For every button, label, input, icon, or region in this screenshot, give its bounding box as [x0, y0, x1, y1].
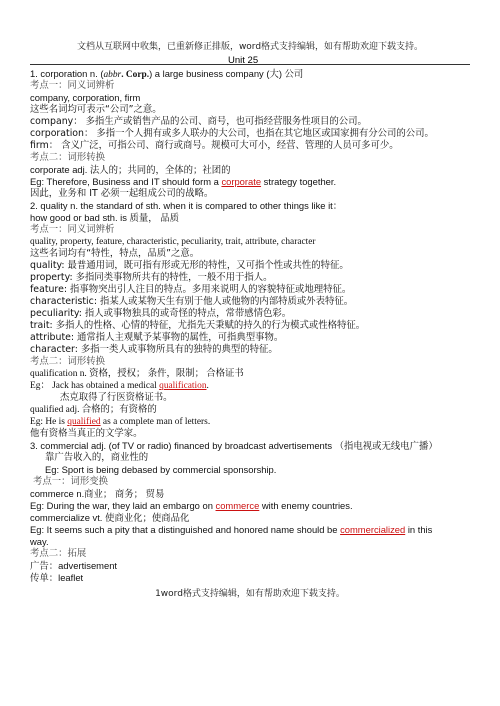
definition-line: characteristic: 指某人或某物天生有别于他人或他物的内部特质或外表特征。: [30, 296, 354, 307]
definition-line: firm： 含义广泛，可指公司、商行或商号。规模可大可小，经营、管理的人员可多可少。: [30, 140, 399, 151]
synonym-list: company, corporation, firm: [30, 92, 141, 103]
unit-title: Unit 25: [228, 55, 259, 66]
definition-line: feature: 指事物突出引人注目的特点。多用来说明人的容貌特征或地理特征。: [30, 284, 352, 295]
related-word: 传单：leaflet: [30, 572, 84, 583]
section-label: 考点一：词形变换: [33, 476, 109, 487]
translation-line: 他有资格当真正的文学家。: [30, 428, 143, 439]
definition-line: attribute: 通常指人主观赋予某事物的属性，可指典型事物。: [30, 332, 284, 343]
definition-line: 这些名词均有“特性，特点，品质”之意。: [30, 248, 200, 259]
word-form: qualified adj. 合格的；有资格的: [30, 405, 157, 415]
highlight-word: qualified: [67, 417, 101, 427]
example-sentence-cont: way.: [30, 536, 49, 547]
highlight-word: qualification: [159, 381, 207, 391]
definition-line: how good or bad sth. is 质量， 品质: [30, 212, 180, 223]
definition-line: peculiarity: 指人或事物独具的或奇怪的特点，常带感情色彩。: [30, 308, 292, 319]
entry-3-headword: 3. commercial adj. (of TV or radio) financed by broadcast advertisements （指电视或无线电广播）: [30, 440, 438, 451]
section-label: 考点一：同义词辨析: [30, 80, 115, 91]
entry-1-headword: 1. corporation n. (abbr. Corp.) a large business company (大) 公司: [30, 68, 304, 80]
section-label: 考点二：拓展: [30, 548, 87, 559]
definition-line: quality: 最普通用词，既可指有形或无形的特性，又可指个性或共性的特征。: [30, 260, 349, 271]
highlight-word: corporate: [221, 176, 262, 187]
example-sentence: Eg: Therefore, Business and IT should form a corporate strategy together.: [30, 176, 337, 187]
highlight-word: commercialized: [340, 524, 406, 535]
word-form: qualification n. 资格，授权； 条件，限制； 合格证书: [30, 369, 244, 379]
page-header: 文档从互联网中收集，已重新修正排版，word格式支持编辑，如有帮助欢迎下载支持。: [76, 42, 424, 52]
definition-line: trait: 多指人的性格、心情的特征，尤指先天秉赋的持久的行为模式或性格特征。: [30, 320, 366, 331]
example-sentence: Eg： Jack has obtained a medical qualification.: [30, 381, 209, 391]
definition-line: character: 多指一类人或事物所具有的独特的典型的特征。: [30, 344, 278, 355]
header-divider: [30, 64, 470, 65]
section-label: 考点一：同义词辨析: [30, 224, 115, 235]
entry-2-headword: 2. quality n. the standard of sth. when it is compared to other things like it：: [30, 200, 343, 211]
translation-line: 因此，业务和 IT 必须一起组成公司的战略。: [30, 188, 214, 199]
definition-line: 靠广告收入的，商业性的: [45, 452, 149, 463]
definition-line: property: 多指同类事物所共有的特性，一般不用于指人。: [30, 272, 273, 283]
word-form: commerce n.商业； 商务； 贸易: [30, 488, 165, 499]
highlight-word: commerce: [215, 500, 260, 511]
related-word: 广告：advertisement: [30, 560, 118, 571]
page-footer: 1word格式支持编辑，如有帮助欢迎下载支持。: [155, 589, 345, 599]
word-form: commercialize vt. 使商业化；使商品化: [30, 512, 190, 523]
section-label: 考点二：词形转换: [30, 152, 106, 163]
word-form: corporate adj. 法人的；共同的，全体的；社团的: [30, 164, 231, 175]
definition-line: 这些名词均可表示“公司”之意。: [30, 104, 162, 115]
definition-line: corporation： 多指一个人拥有或多人联办的大公司，也指在其它地区或国家拥有分公司的公司。: [30, 128, 434, 139]
example-sentence: Eg: During the war, they laid an embargo on commerce with enemy countries.: [30, 500, 353, 511]
example-sentence: Eg: It seems such a pity that a distinguished and honored name should be commercialized in this: [30, 524, 433, 535]
example-sentence: Eg: He is qualified as a complete man of letters.: [30, 417, 211, 427]
definition-line: company： 多指生产或销售产品的公司、商号，也可指经营服务性项目的公司。: [30, 116, 367, 127]
section-label: 考点二：词形转换: [30, 356, 106, 367]
synonym-list: quality, property, feature, characteristic, peculiarity, trait, attribute, character: [30, 237, 316, 247]
translation-line: 杰克取得了行医资格证书。: [60, 392, 173, 403]
example-sentence: Eg: Sport is being debased by commercial sponsorship.: [45, 464, 277, 475]
